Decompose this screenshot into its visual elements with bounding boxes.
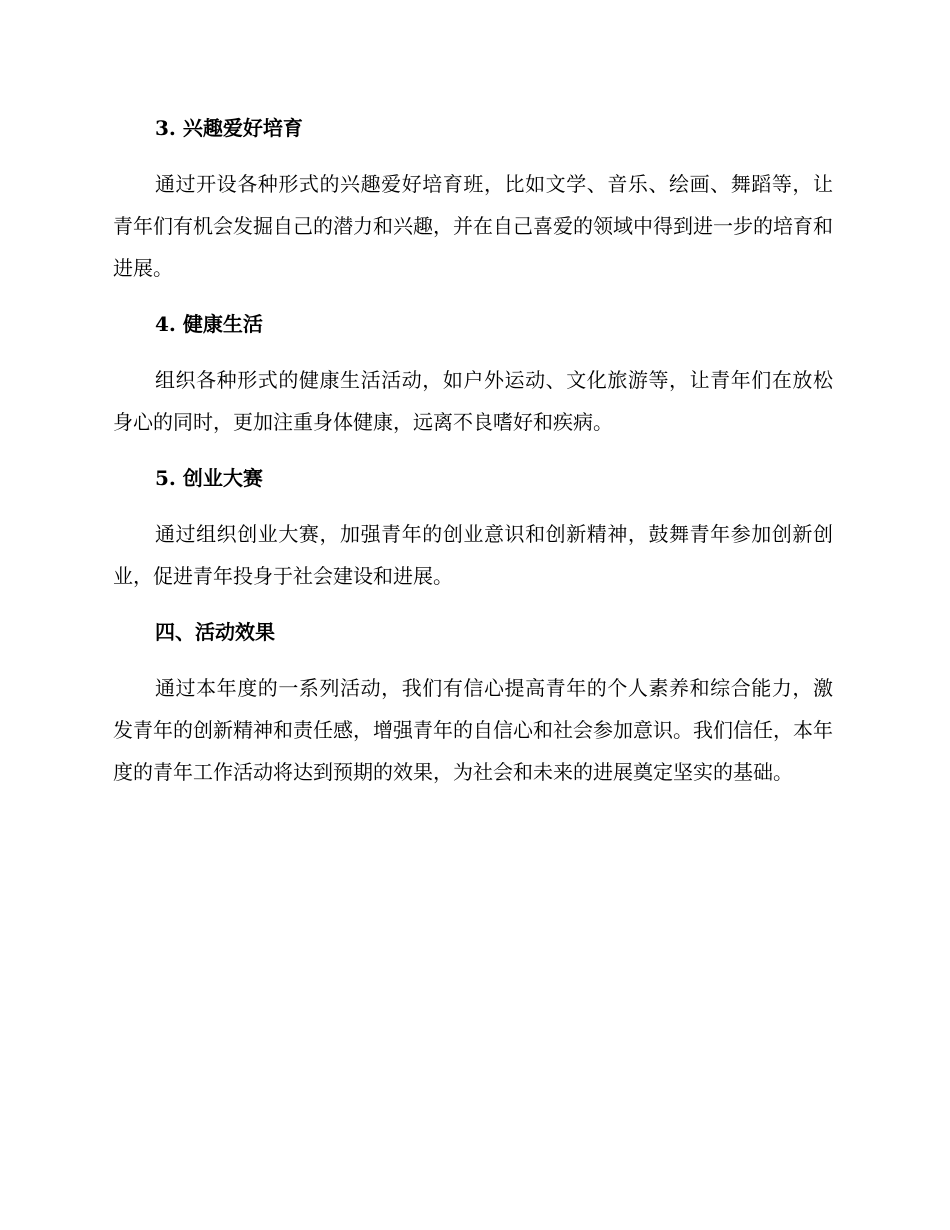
document-body: [113, 110, 833, 810]
section-heading-healthy-life: 4. 健康生活: [155, 312, 263, 336]
section-paragraph-healthy-life: 组织各种形式的健康生活活动，如户外运动、文化旅游等，让青年们在放松身心的同时，更加注重身体健康，远离不良嗜好和疾病。: [113, 368, 833, 434]
section-paragraph-activity-effect: 通过本年度的一系列活动，我们有信心提高青年的个人素养和综合能力，激发青年的创新精神和责任感，增强青年的自信心和社会参加意识。我们信任，本年度的青年工作活动将达到预期的效果，为社会和未来的进展奠定坚实的基础。: [113, 676, 833, 784]
section-heading-interest-cultivation: 3. 兴趣爱好培育: [155, 116, 303, 140]
section-heading-startup-contest: 5. 创业大赛: [155, 466, 263, 490]
section-heading-activity-effect: 四、活动效果: [155, 620, 275, 644]
section-paragraph-startup-contest: 通过组织创业大赛，加强青年的创业意识和创新精神，鼓舞青年参加创新创业，促进青年投身于社会建设和进展。: [113, 522, 833, 588]
section-paragraph-interest-cultivation: 通过开设各种形式的兴趣爱好培育班，比如文学、音乐、绘画、舞蹈等，让青年们有机会发掘自己的潜力和兴趣，并在自己喜爱的领域中得到进一步的培育和进展。: [113, 172, 833, 280]
